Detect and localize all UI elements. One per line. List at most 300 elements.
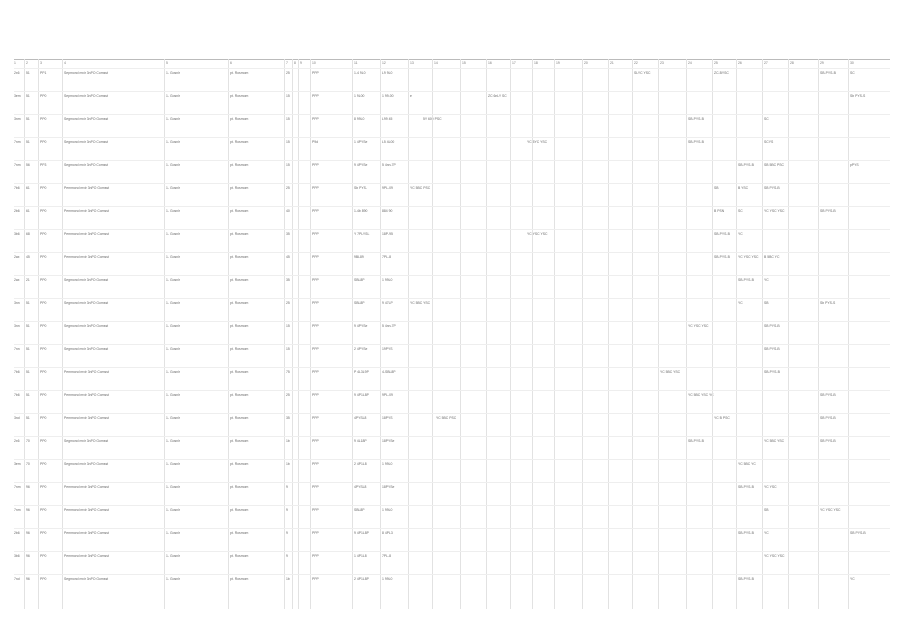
table-cell-id[interactable]: 3nn	[14, 301, 20, 305]
table-cell-tail[interactable]: YC YSC YSC	[764, 554, 785, 558]
table-cell-n[interactable]: 70	[26, 439, 30, 443]
table-cell-v1[interactable]: PPP	[312, 439, 319, 443]
table-cell-tail[interactable]: SB-PYS-B	[738, 531, 754, 535]
table-cell-v2[interactable]: 2 4PYSe	[354, 347, 368, 351]
table-cell-tail[interactable]: YC B PSC	[714, 416, 730, 420]
column-header-29[interactable]: 29	[820, 61, 824, 65]
column-header-17[interactable]: 17	[512, 61, 516, 65]
table-cell-code[interactable]: PP0	[40, 232, 47, 236]
table-cell-loc[interactable]: pt. Rosmom	[230, 324, 249, 328]
table-cell-tail[interactable]: B 5BC YC	[764, 255, 780, 259]
table-cell-v2[interactable]: 1 4PYSe	[354, 140, 368, 144]
table-cell-code[interactable]: PP0	[40, 278, 47, 282]
table-cell-tail[interactable]: SB-PYS-B	[738, 577, 754, 581]
table-cell-loc[interactable]: pt. Rosmom	[230, 255, 249, 259]
table-cell-v2[interactable]: 4PYSL8	[354, 416, 367, 420]
table-cell-q[interactable]: 45	[286, 255, 290, 259]
table-cell-v1[interactable]: PPP	[312, 255, 319, 259]
column-header-23[interactable]: 23	[660, 61, 664, 65]
table-cell-v3[interactable]: L5 4L00	[382, 140, 395, 144]
table-cell-desc[interactable]: Segmond mvir 3nPO Gomsst	[64, 324, 109, 328]
column-header-3[interactable]: 3	[40, 61, 42, 65]
table-cell-tp[interactable]: 1- Gosnlr	[166, 94, 180, 98]
column-header-2[interactable]: 2	[26, 61, 28, 65]
table-cell-id[interactable]: 7nm	[14, 485, 21, 489]
table-cell-tail[interactable]: SCYS	[764, 140, 774, 144]
table-cell-loc[interactable]: pt. Rosmom	[230, 163, 249, 167]
table-cell-q[interactable]: 15	[286, 347, 290, 351]
table-cell-v2[interactable]: SBL8P	[354, 278, 365, 282]
table-cell-tail[interactable]: SC	[738, 209, 743, 213]
table-cell-tail[interactable]: SB PYS-B	[764, 347, 780, 351]
table-cell-code[interactable]: PP0	[40, 324, 47, 328]
table-cell-tail[interactable]: YC	[738, 301, 743, 305]
table-cell-q[interactable]: 9	[286, 531, 288, 535]
table-cell-v3[interactable]: 5 4nn-7P	[382, 163, 396, 167]
table-cell-tail[interactable]: YC YSC YSC	[764, 209, 785, 213]
table-cell-tp[interactable]: 1- Gosnlr	[166, 140, 180, 144]
table-cell-v2[interactable]: SBL8P	[354, 508, 365, 512]
table-cell-v1[interactable]: P9d	[312, 140, 319, 144]
table-cell-tail[interactable]: YC YSC YSC	[688, 324, 709, 328]
table-cell-v2[interactable]: 9 4P1L8P	[354, 393, 369, 397]
table-cell-v3[interactable]: 7PL-8	[382, 255, 392, 259]
table-cell-id[interactable]: 2x6	[14, 439, 20, 443]
table-cell-tp[interactable]: 1- Gosnlr	[166, 324, 180, 328]
table-cell-desc[interactable]: Sepmond mvir 3nPO Comsst	[64, 94, 108, 98]
table-cell-v1[interactable]: PPP	[312, 462, 319, 466]
table-cell-v3[interactable]: 884 90	[382, 209, 393, 213]
table-cell-id[interactable]: 7b6	[14, 393, 20, 397]
table-cell-v3[interactable]: 18PYS	[382, 416, 393, 420]
table-cell-code[interactable]: PP0	[40, 117, 47, 121]
table-cell-tail[interactable]: ZC-BYSC	[714, 71, 729, 75]
table-cell-tail[interactable]: SB-PYS-B	[738, 485, 754, 489]
column-header-26[interactable]: 26	[738, 61, 742, 65]
table-cell-misc[interactable]: e	[410, 94, 412, 98]
table-cell-desc[interactable]: Pemmond mvir 3nPO Comsst	[64, 508, 109, 512]
table-cell-desc[interactable]: Pemmond mvir 3nPO Comsst	[64, 370, 109, 374]
table-cell-loc[interactable]: pt. Rosmom	[230, 186, 249, 190]
table-cell-q[interactable]: 1b	[286, 577, 290, 581]
table-cell-tp[interactable]: 1- Gosnlr	[166, 255, 180, 259]
table-cell-v2[interactable]: Sb PYS-	[354, 186, 368, 190]
column-header-4[interactable]: 4	[64, 61, 66, 65]
table-cell-tail[interactable]: YC YSC YSC	[738, 255, 759, 259]
table-cell-n[interactable]: 61	[26, 186, 30, 190]
table-cell-tp[interactable]: 1- Gosnlr	[166, 416, 180, 420]
column-header-30[interactable]: 30	[850, 61, 854, 65]
table-cell-v1[interactable]: PPP	[312, 117, 319, 121]
table-cell-loc[interactable]: pt. Rosmom	[230, 117, 249, 121]
table-cell-v2[interactable]: 8 99L0	[354, 117, 365, 121]
table-cell-v3[interactable]: 9PL-09	[382, 393, 393, 397]
table-cell-n[interactable]: 51	[26, 94, 30, 98]
column-header-12[interactable]: 12	[382, 61, 386, 65]
table-cell-v1[interactable]: PPP	[312, 232, 319, 236]
column-header-13[interactable]: 13	[410, 61, 414, 65]
table-cell-n[interactable]: 96	[26, 554, 30, 558]
table-cell-v2[interactable]: 9 4PYSe	[354, 324, 368, 328]
table-cell-tail[interactable]: SB-PYS-B	[714, 255, 730, 259]
table-cell-v2[interactable]: 1-4b 890	[354, 209, 368, 213]
table-cell-n[interactable]: 51	[26, 393, 30, 397]
table-cell-desc[interactable]: Segmond mvir 3nPO Gomsst	[64, 439, 109, 443]
table-cell-v3[interactable]: 8 4PL3	[382, 531, 393, 535]
table-cell-desc[interactable]: Segmond mvir 3nPO Gomsst	[64, 577, 109, 581]
table-cell-v3[interactable]: 1 99L0	[382, 577, 393, 581]
table-cell-q[interactable]: 25	[286, 186, 290, 190]
column-header-14[interactable]: 14	[434, 61, 438, 65]
table-cell-n[interactable]: 96	[26, 531, 30, 535]
table-cell-code[interactable]: PP0	[40, 416, 47, 420]
table-cell-tp[interactable]: 1- Gosnlr	[166, 347, 180, 351]
table-cell-q[interactable]: 15	[286, 324, 290, 328]
table-cell-loc[interactable]: pt. Rosmom	[230, 94, 249, 98]
table-cell-loc[interactable]: pt. Rosmom	[230, 462, 249, 466]
table-cell-q[interactable]: 25	[286, 393, 290, 397]
table-cell-id[interactable]: 7nd	[14, 577, 20, 581]
table-cell-n[interactable]: 51	[26, 117, 30, 121]
table-cell-tail[interactable]: SC	[764, 117, 769, 121]
table-cell-tail[interactable]: YC	[764, 531, 769, 535]
table-cell-id[interactable]: 2x6	[14, 71, 20, 75]
table-cell-id[interactable]: 3nd	[14, 416, 20, 420]
table-cell-tp[interactable]: 1- Gosnlr	[166, 209, 180, 213]
table-cell-code[interactable]: PP1	[40, 71, 47, 75]
table-cell-tp[interactable]: 1- Gosnlr	[166, 554, 180, 558]
column-header-24[interactable]: 24	[688, 61, 692, 65]
table-cell-tail[interactable]: SC	[850, 71, 855, 75]
table-cell-v1[interactable]: PPP	[312, 209, 319, 213]
table-cell-loc[interactable]: pt. Rosmom	[230, 278, 249, 282]
table-cell-v3[interactable]: 18PYSe	[382, 439, 395, 443]
table-cell-v3[interactable]: 4-SBL8P	[382, 370, 396, 374]
table-cell-v2[interactable]: P 4L3L9P	[354, 370, 369, 374]
table-cell-n[interactable]: 45	[26, 255, 30, 259]
table-cell-q[interactable]: 35	[286, 232, 290, 236]
column-header-9[interactable]: 9	[300, 61, 302, 65]
table-cell-desc[interactable]: Segmond mvir 3nPO Gomsst	[64, 347, 109, 351]
table-cell-id[interactable]: 7nm	[14, 508, 21, 512]
table-cell-v2[interactable]: 2 4P1L8P	[354, 577, 369, 581]
table-cell-q[interactable]: 75	[286, 370, 290, 374]
table-cell-loc[interactable]: pt. Rosmom	[230, 301, 249, 305]
table-cell-tp[interactable]: 1- Gosnlr	[166, 393, 180, 397]
table-cell-tail[interactable]: YC 5BC YSC	[660, 370, 681, 374]
table-cell-tail[interactable]: SB	[714, 186, 719, 190]
table-cell-q[interactable]: 9	[286, 485, 288, 489]
table-cell-v3[interactable]: L99 45	[382, 117, 393, 121]
table-cell-code[interactable]: PP0	[40, 462, 47, 466]
table-cell-v3[interactable]: 9PL-09	[382, 186, 393, 190]
table-cell-q[interactable]: 9	[286, 554, 288, 558]
table-cell-misc[interactable]: ZC 6nLY SC	[488, 94, 507, 98]
table-cell-id[interactable]: 7nn	[14, 347, 20, 351]
table-cell-tp[interactable]: 1- Gosnlr	[166, 163, 180, 167]
column-header-16[interactable]: 16	[488, 61, 492, 65]
table-cell-id[interactable]: 7b6	[14, 186, 20, 190]
table-cell-tail[interactable]: pPYS	[850, 163, 859, 167]
table-cell-tail[interactable]: SB PYS-B	[820, 393, 836, 397]
table-cell-loc[interactable]: pt. Rosmom	[230, 370, 249, 374]
table-cell-tail[interactable]: SB PYS-B	[820, 439, 836, 443]
table-cell-v1[interactable]: PPP	[312, 508, 319, 512]
table-cell-desc[interactable]: Pemmond mvir 3nPO Comsst	[64, 531, 109, 535]
table-cell-desc[interactable]: Pemmond mvir 3nPO Comsst	[64, 554, 109, 558]
table-cell-tail[interactable]: YC	[764, 278, 769, 282]
table-cell-desc[interactable]: Segmond mvir 3nPO Gomsst	[64, 301, 109, 305]
table-cell-desc[interactable]: Segmond mvir 3nPO Gomsst	[64, 462, 109, 466]
table-cell-tp[interactable]: 1- Gosnlr	[166, 278, 180, 282]
table-cell-tail[interactable]: SB PYS-B	[850, 531, 866, 535]
table-cell-q[interactable]: 35	[286, 278, 290, 282]
table-cell-desc[interactable]: Segmond mvir 3nPO Comsst	[64, 163, 108, 167]
table-cell-id[interactable]: 3b6	[14, 232, 20, 236]
table-cell-v1[interactable]: PPP	[312, 554, 319, 558]
column-header-11[interactable]: 11	[354, 61, 358, 65]
table-cell-n[interactable]: 21	[26, 278, 30, 282]
table-cell-v2[interactable]: 2 4P1L8	[354, 462, 367, 466]
table-cell-id[interactable]: 3em	[14, 94, 21, 98]
table-cell-loc[interactable]: pt. Rosmom	[230, 140, 249, 144]
table-cell-tail[interactable]: SB PYS-B	[820, 209, 836, 213]
table-cell-n[interactable]: 70	[26, 462, 30, 466]
table-cell-desc[interactable]: Segmond mvir 3nPO Gomsst	[64, 278, 109, 282]
table-cell-tail[interactable]: SB-PYS-B	[688, 140, 704, 144]
column-header-22[interactable]: 22	[634, 61, 638, 65]
table-cell-id[interactable]: 2ax	[14, 278, 20, 282]
table-cell-v1[interactable]: PPP	[312, 577, 319, 581]
table-cell-tail[interactable]: B PSN	[714, 209, 725, 213]
table-cell-id[interactable]: 2b6	[14, 209, 20, 213]
table-cell-code[interactable]: PP0	[40, 370, 47, 374]
table-cell-n[interactable]: 56	[26, 163, 30, 167]
table-cell-tail[interactable]: SLYC YSC	[634, 71, 651, 75]
table-cell-loc[interactable]: pt. Rosmom	[230, 71, 249, 75]
table-cell-q[interactable]: 1b	[286, 439, 290, 443]
table-cell-v1[interactable]: PPP	[312, 531, 319, 535]
table-cell-misc[interactable]: YC 5BC PSC	[410, 186, 431, 190]
table-cell-v1[interactable]: PPP	[312, 94, 319, 98]
table-cell-loc[interactable]: pt. Rosmom	[230, 554, 249, 558]
table-cell-v1[interactable]: PPP	[312, 324, 319, 328]
table-cell-q[interactable]: 40	[286, 209, 290, 213]
table-cell-v3[interactable]: 18PYSe	[382, 485, 395, 489]
table-cell-code[interactable]: PP0	[40, 209, 47, 213]
table-cell-code[interactable]: PP0	[40, 554, 47, 558]
column-header-27[interactable]: 27	[764, 61, 768, 65]
table-cell-desc[interactable]: Sepmond mvir 3nPO Comsst	[64, 71, 108, 75]
table-cell-tail[interactable]: SB	[764, 508, 769, 512]
table-cell-tail[interactable]: YC YSC	[764, 485, 777, 489]
table-cell-v1[interactable]: PPP	[312, 278, 319, 282]
table-cell-q[interactable]: 15	[286, 94, 290, 98]
table-cell-loc[interactable]: pt. Rosmom	[230, 531, 249, 535]
table-cell-code[interactable]: PP0	[40, 94, 47, 98]
table-cell-tp[interactable]: 1- Gosnlr	[166, 439, 180, 443]
table-cell-v2[interactable]: 1 9L00	[354, 94, 365, 98]
table-cell-v1[interactable]: PPP	[312, 163, 319, 167]
table-cell-tail[interactable]: YC	[738, 232, 743, 236]
table-cell-id[interactable]: 7nm	[14, 140, 21, 144]
table-cell-tp[interactable]: 1- Gosnlr	[166, 117, 180, 121]
column-header-7[interactable]: 7	[286, 61, 288, 65]
table-cell-tail[interactable]: SB-PYS-B	[688, 117, 704, 121]
table-cell-desc[interactable]: Pemmond mvir 3nPO Comsst	[64, 485, 109, 489]
table-cell-v2[interactable]: Y 7PLYSL	[354, 232, 370, 236]
table-cell-code[interactable]: PP0	[40, 347, 47, 351]
table-cell-v3[interactable]: 1 99L0	[382, 508, 393, 512]
table-cell-v2[interactable]: 9 4PYSe	[354, 163, 368, 167]
table-cell-v2[interactable]: 4PYSL8	[354, 485, 367, 489]
column-header-8[interactable]: 8	[294, 61, 296, 65]
table-cell-tail[interactable]: YC 5BC YSC YC	[688, 393, 714, 397]
table-cell-n[interactable]: 51	[26, 71, 30, 75]
table-cell-code[interactable]: PP0	[40, 508, 47, 512]
table-cell-tail[interactable]: B YSC	[738, 186, 749, 190]
table-cell-q[interactable]: 1b	[286, 462, 290, 466]
table-cell-loc[interactable]: pt. Rosmom	[230, 485, 249, 489]
column-header-1[interactable]: 1	[14, 61, 16, 65]
table-cell-v1[interactable]: PPP	[312, 370, 319, 374]
table-cell-n[interactable]: 61	[26, 209, 30, 213]
table-cell-loc[interactable]: pt. Rosmom	[230, 577, 249, 581]
table-cell-code[interactable]: PP0	[40, 531, 47, 535]
table-cell-q[interactable]: 15	[286, 140, 290, 144]
table-cell-n[interactable]: 96	[26, 577, 30, 581]
table-cell-n[interactable]: 51	[26, 370, 30, 374]
table-cell-n[interactable]: 68	[26, 232, 30, 236]
table-cell-code[interactable]: PP0	[40, 485, 47, 489]
table-cell-tail[interactable]: Sb PYS-S	[850, 94, 866, 98]
table-cell-id[interactable]: 7b6	[14, 370, 20, 374]
table-cell-tp[interactable]: 1- Gosnlr	[166, 485, 180, 489]
table-cell-tail[interactable]: SB 5BC PSC	[764, 163, 784, 167]
table-cell-misc[interactable]: YC 5YC YSC	[527, 140, 548, 144]
column-header-25[interactable]: 25	[714, 61, 718, 65]
table-cell-tail[interactable]: SB PYS-B	[820, 416, 836, 420]
table-cell-v3[interactable]: 1 99L0	[382, 462, 393, 466]
table-cell-loc[interactable]: pt. Rosmom	[230, 393, 249, 397]
table-cell-desc[interactable]: Segmond mvir 3nPO Gomsst	[64, 117, 109, 121]
table-cell-v1[interactable]: PPP	[312, 393, 319, 397]
table-cell-tail[interactable]: SB-PYS-B	[820, 71, 836, 75]
table-cell-loc[interactable]: pt. Rosmom	[230, 508, 249, 512]
table-cell-code[interactable]: PP0	[40, 301, 47, 305]
table-cell-q[interactable]: 25	[286, 71, 290, 75]
table-cell-q[interactable]: 15	[286, 163, 290, 167]
table-cell-tp[interactable]: 1- Gosnlr	[166, 301, 180, 305]
table-cell-id[interactable]: 3b6	[14, 554, 20, 558]
table-cell-code[interactable]: PP0	[40, 255, 47, 259]
table-cell-q[interactable]: 35	[286, 416, 290, 420]
table-cell-loc[interactable]: pt. Rosmom	[230, 209, 249, 213]
table-cell-tp[interactable]: 1- Gosnlr	[166, 232, 180, 236]
table-cell-desc[interactable]: Pemmond mvir 3nPO Comsst	[64, 209, 109, 213]
table-cell-v3[interactable]: 1 99-00	[382, 94, 394, 98]
table-cell-tail[interactable]: YC 5BC YSC	[764, 439, 785, 443]
table-cell-loc[interactable]: pt. Rosmom	[230, 416, 249, 420]
table-cell-tp[interactable]: 1- Gosnlr	[166, 462, 180, 466]
table-cell-tail[interactable]: SB PYS-B	[764, 186, 780, 190]
table-cell-n[interactable]: 51	[26, 324, 30, 328]
column-header-19[interactable]: 19	[556, 61, 560, 65]
table-cell-desc[interactable]: Pemmond mvir 3nPO Comsst	[64, 393, 109, 397]
table-cell-desc[interactable]: Pemmond mvir 3nPO Comsst	[64, 255, 109, 259]
table-cell-v2[interactable]: 9 4L18P	[354, 439, 367, 443]
table-cell-n[interactable]: 96	[26, 485, 30, 489]
column-header-15[interactable]: 15	[462, 61, 466, 65]
table-cell-v1[interactable]: PPP	[312, 416, 319, 420]
table-cell-tail[interactable]: SB-PYS-B	[714, 232, 730, 236]
table-cell-q[interactable]: 25	[286, 301, 290, 305]
table-cell-v2[interactable]: 1 4P1L8	[354, 554, 367, 558]
table-cell-code[interactable]: PP0	[40, 577, 47, 581]
table-cell-v3[interactable]: 18P-95	[382, 232, 393, 236]
table-cell-id[interactable]: 2b6	[14, 531, 20, 535]
table-cell-v2[interactable]: 9 4P1L8P	[354, 531, 369, 535]
table-cell-tp[interactable]: 1- Gosnlr	[166, 186, 180, 190]
table-cell-n[interactable]: 51	[26, 140, 30, 144]
table-cell-id[interactable]: 3em	[14, 462, 21, 466]
table-cell-n[interactable]: 96	[26, 508, 30, 512]
table-cell-misc[interactable]: YC 5BC PSC	[436, 416, 457, 420]
table-cell-id[interactable]: 2ax	[14, 255, 20, 259]
table-cell-tp[interactable]: 1- Gosnlr	[166, 508, 180, 512]
table-cell-v1[interactable]: PPP	[312, 485, 319, 489]
table-cell-v1[interactable]: PPP	[312, 301, 319, 305]
table-cell-loc[interactable]: pt. Rosmom	[230, 439, 249, 443]
table-cell-tp[interactable]: 1- Gosnlr	[166, 71, 180, 75]
table-cell-desc[interactable]: Segmond mvir 3nPO Comsst	[64, 140, 108, 144]
table-cell-misc[interactable]: YC 5BC YSC	[410, 301, 431, 305]
table-cell-n[interactable]: 51	[26, 347, 30, 351]
table-cell-v3[interactable]: 7PL-8	[382, 554, 392, 558]
table-cell-v2[interactable]: SBL8P	[354, 301, 365, 305]
table-cell-desc[interactable]: Pemmond mvir 3nPO Gomsst	[64, 186, 110, 190]
table-cell-v2[interactable]: 1-4 9L0	[354, 71, 366, 75]
table-cell-tail[interactable]: YC	[850, 577, 855, 581]
table-cell-desc[interactable]: Pemmond mvir 3nPO Comsst	[64, 416, 109, 420]
table-cell-v2[interactable]: 9BL89	[354, 255, 364, 259]
table-cell-tail[interactable]: YC 5BC YC	[738, 462, 756, 466]
table-cell-code[interactable]: PP0	[40, 140, 47, 144]
column-header-6[interactable]: 6	[230, 61, 232, 65]
table-cell-v1[interactable]: PPP	[312, 186, 319, 190]
table-cell-v3[interactable]: 19PYS	[382, 347, 393, 351]
table-cell-tail[interactable]: SB-PYS-B	[738, 278, 754, 282]
table-cell-tp[interactable]: 1- Gosnlr	[166, 531, 180, 535]
table-cell-v1[interactable]: PPP	[312, 71, 319, 75]
table-cell-code[interactable]: PP3	[40, 163, 47, 167]
table-cell-id[interactable]: 7nm	[14, 163, 21, 167]
table-cell-loc[interactable]: pt. Rosmom	[230, 347, 249, 351]
table-cell-misc[interactable]: YC YSC YSC	[527, 232, 548, 236]
table-cell-tail[interactable]: SB-PYS-B	[738, 163, 754, 167]
column-header-20[interactable]: 20	[584, 61, 588, 65]
table-cell-code[interactable]: PP0	[40, 186, 47, 190]
table-cell-tail[interactable]: SB-PYS-B	[764, 370, 780, 374]
table-cell-loc[interactable]: pt. Rosmom	[230, 232, 249, 236]
table-cell-v3[interactable]: L9 9L0	[382, 71, 393, 75]
table-cell-tail[interactable]: SB-PYS-B	[688, 439, 704, 443]
column-header-21[interactable]: 21	[610, 61, 614, 65]
table-cell-tp[interactable]: 1- Gosnlr	[166, 577, 180, 581]
table-cell-tail[interactable]: Sb PYS-S	[820, 301, 836, 305]
table-cell-id[interactable]: 3nn	[14, 324, 20, 328]
table-cell-n[interactable]: 51	[26, 416, 30, 420]
